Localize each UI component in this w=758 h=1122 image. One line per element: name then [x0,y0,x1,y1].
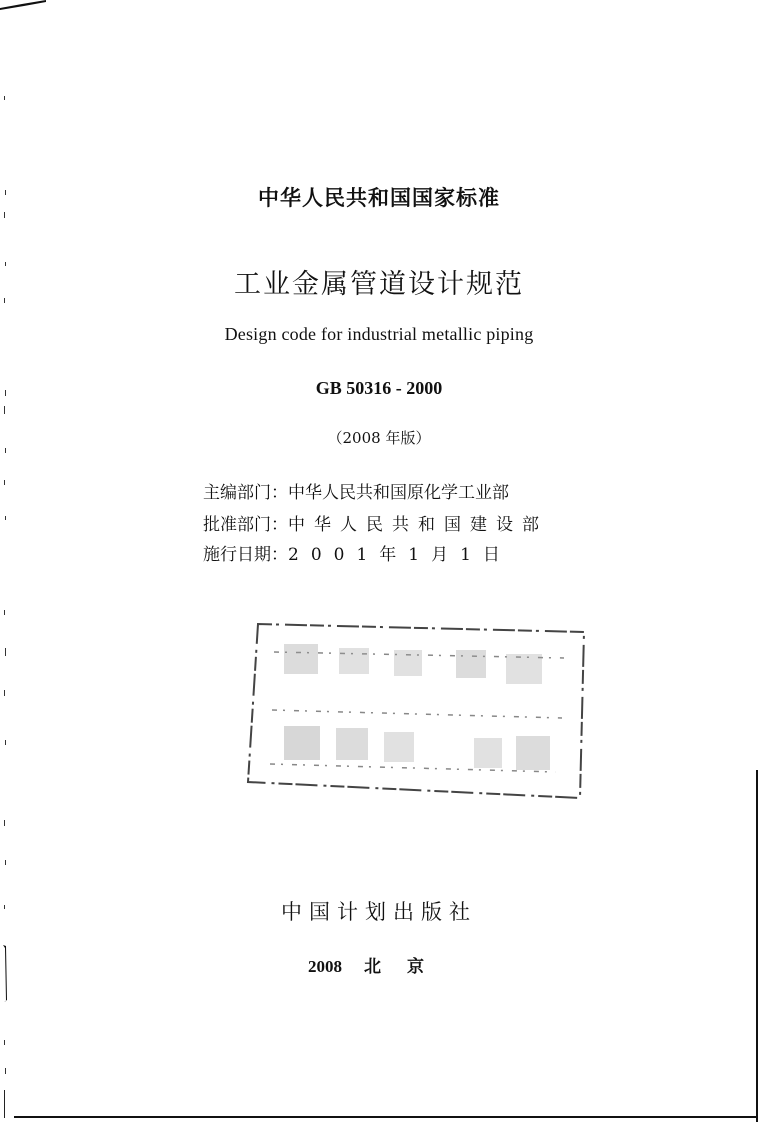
document-title: 工业金属管道设计规范 [234,269,524,300]
effective-date-label: 施行日期： [203,545,288,565]
publication-city: 北京 [364,957,450,976]
scan-bottom-edge-line [14,1116,758,1118]
standard-number: GB 50316 - 2000 [315,378,443,398]
edition-label: （2008 年版） [327,429,431,447]
effective-date-row [203,545,512,565]
publisher-name: 中国计划出版社 [281,900,477,924]
approver-label: 批准部门： [203,515,288,535]
chief-editor-label: 主编部门： [203,483,288,503]
faded-library-stamp-icon [244,614,590,804]
document-title-english: Design code for industrial metallic piping [224,324,534,344]
standard-type-heading: 中华人民共和国国家标准 [258,186,500,210]
publication-line [0,952,758,977]
chief-editor-row [203,483,509,503]
approver-row [203,515,548,535]
approver-value: 中华人民共和国建设部 [288,515,548,535]
chief-editor-value: 中华人民共和国原化学工业部 [288,483,509,503]
publication-year: 2008 [308,957,342,976]
effective-date-value: 2001年1月1日 [288,545,512,565]
